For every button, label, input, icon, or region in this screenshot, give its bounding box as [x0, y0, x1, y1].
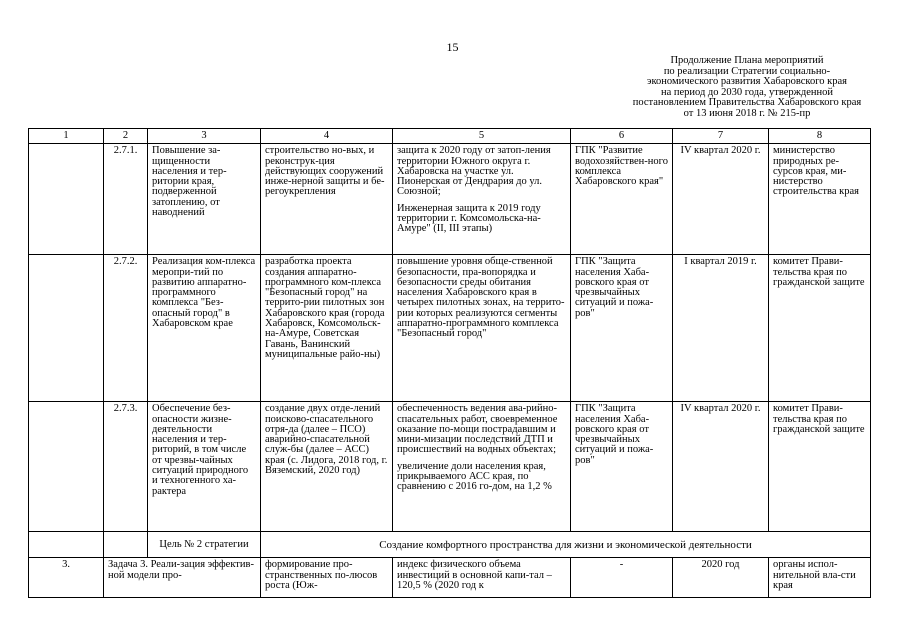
- goal-label: Цель № 2 стратегии: [148, 532, 261, 558]
- term-cell: 2020 год: [673, 558, 769, 598]
- page-number: 15: [446, 40, 459, 54]
- task-cell: Реализация ком-плекса меропри-тий по развитию аппаратно-программного комплекса "Без-опасный город" в Хабаровском крае: [148, 255, 261, 402]
- column-header: 4: [261, 129, 393, 144]
- measure-cell: строительство но-вых, и реконструк-ция действующих сооружений инже-нерной защиты и бе-регоукрепления: [261, 144, 393, 255]
- column-header: 2: [104, 129, 148, 144]
- program-cell: -: [571, 558, 673, 598]
- term-cell: I квартал 2019 г.: [673, 255, 769, 402]
- column-header: 7: [673, 129, 769, 144]
- program-cell: ГПК "Развитие водохозяйствен-ного комплекса Хабаровского края": [571, 144, 673, 255]
- action-plan-table: [28, 128, 871, 598]
- result-cell: индекс физического объема инвестиций в основной капи-тал – 120,5 % (2020 год к: [393, 558, 571, 598]
- program-cell: ГПК "Защита населения Хаба-ровского края от чрезвычайных ситуаций и пожа-ров": [571, 255, 673, 402]
- measure-cell: формирование про-странственных по-люсов роста (Юж-: [261, 558, 393, 598]
- empty-cell: [104, 532, 148, 558]
- task-cell: Задача 3. Реали-зация эффектив-ной модели про-: [104, 558, 261, 598]
- result-text: обеспеченность ведения ава-рийно-спасательных работ, своевременное оказание по-мощи пострадавшим и мини-мизации последствий ДТП и происшествий на водных объектах;: [397, 403, 558, 456]
- column-header: 5: [393, 129, 571, 144]
- term-cell: IV квартал 2020 г.: [673, 402, 769, 532]
- table-row: [29, 402, 871, 532]
- result-text: защита к 2020 году от затоп-ления территории Южного округа г. Хабаровска на участке ул. Пионерская от Дендрария до ул. Союзной;: [397, 145, 551, 198]
- goal-title: Создание комфортного пространства для жизни и экономической деятельности: [261, 532, 871, 558]
- empty-cell: [29, 255, 104, 402]
- header-line: экономического развития Хабаровского края: [646, 76, 848, 87]
- result-text: увеличение доли населения края, прикрываемого АСС края, по сравнению с 2016 го-дом, на 1,2 %: [397, 460, 552, 493]
- column-header: 6: [571, 129, 673, 144]
- table-row: [29, 255, 871, 402]
- term-cell: IV квартал 2020 г.: [673, 144, 769, 255]
- measure-cell: создание двух отде-лений поисково-спасательного отря-да (далее – ПСО) аварийно-спасательной служ-бы (далее – АСС) края (с. Лидога, 2018 год, г. Вяземский, 2020 год): [261, 402, 393, 532]
- column-header: 1: [29, 129, 104, 144]
- result-cell: [393, 402, 571, 532]
- task-cell: Обеспечение без-опасности жизне-деятельности населения и тер-риторий, в том числе от чрезвы-чайных ситуаций природного и техногенного ха-рактера: [148, 402, 261, 532]
- executor-cell: министерство природных ре-сурсов края, ми-нистерство строительства края: [769, 144, 871, 255]
- result-text: Инженерная защита к 2019 году территории г. Комсомольска-на-Амуре" (II, III этапы): [397, 202, 541, 235]
- header-line: Продолжение Плана мероприятий: [670, 55, 824, 66]
- empty-cell: [29, 144, 104, 255]
- document-header: [622, 56, 872, 119]
- row-number: 2.7.3.: [104, 402, 148, 532]
- executor-cell: комитет Прави-тельства края по гражданской защите: [769, 255, 871, 402]
- header-line: постановлением Правительства Хабаровского края: [632, 97, 862, 108]
- row-number: 2.7.1.: [104, 144, 148, 255]
- result-cell: [393, 144, 571, 255]
- empty-cell: [29, 402, 104, 532]
- empty-cell: [29, 532, 104, 558]
- result-cell: повышение уровня обще-ственной безопасности, пра-вопорядка и безопасности среды обитания населения Хабаровского края в четырех пилотных зонах, на террито-рии которых реализуются сегменты аппаратно-программного комплекса "Безопасный город": [393, 255, 571, 402]
- executor-cell: органы испол-нительной вла-сти края: [769, 558, 871, 598]
- header-line: на период до 2030 года, утвержденной: [660, 86, 834, 98]
- table-row: [29, 144, 871, 255]
- row-number: 2.7.2.: [104, 255, 148, 402]
- row-number: 3.: [29, 558, 104, 598]
- table-row: [29, 558, 871, 598]
- measure-cell: разработка проекта создания аппаратно-программного ком-плекса "Безопасный город" на террито-рии пилотных зон Хабаровского края (города Хабаровск, Комсомольск-на-Амуре, Советская Гавань, Ванинский муниципальные райо-ны): [261, 255, 393, 402]
- program-cell: ГПК "Защита населения Хаба-ровского края от чрезвычайных ситуаций и пожа-ров": [571, 402, 673, 532]
- column-number-row: [29, 129, 871, 144]
- header-line: по реализации Стратегии социально-: [663, 65, 831, 77]
- column-header: 3: [148, 129, 261, 144]
- executor-cell: комитет Прави-тельства края по гражданской защите: [769, 402, 871, 532]
- column-header: 8: [769, 129, 871, 144]
- task-cell: Повышение за-щищенности населения и тер-ритории края, подверженной затоплению, от наводнений: [148, 144, 261, 255]
- goal-row: [29, 532, 871, 558]
- header-line: от 13 июня 2018 г. № 215-пр: [683, 107, 811, 119]
